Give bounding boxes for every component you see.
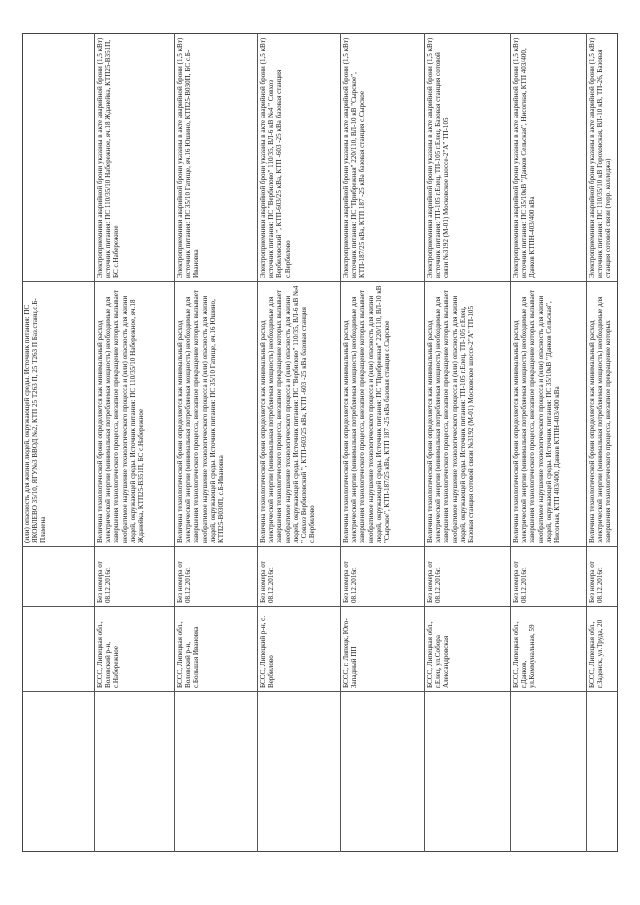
- cell-emergency-reserve: Электроприемники аварийной брони указаны в акте аварийной брони (1,5 кВт) источник питания: ПС 110/35/10 Набережное, яч.18 Жданейка, КТП25-В351П, БС с.Набережное: [95, 33, 174, 282]
- cell-emergency-reserve: Электроприемники аварийной брони указаны в акте аварийной брони (1,5 кВт) источник питания: ПС 35/10 Гатище, яч.16 Юшино, КТП25-В030П, БС с.Б-Ивановка: [175, 33, 257, 282]
- cell-index: [258, 692, 340, 852]
- cell-index: [511, 692, 586, 852]
- cell-object: БССС, Липецкая обл., Воловский р-н, с.Большая Ивановка: [175, 607, 257, 692]
- cell-object: [22, 607, 94, 692]
- cell-object: БССС, Липецкая обл., Воловский р-н, с.Набережное: [95, 607, 174, 692]
- cell-act: Без номера от 08.12.2016г.: [258, 547, 340, 607]
- cell-tech-reserve: Величина технологической брони определяется как минимальный расход электрической энергии (минимальная потребляемая мощность) необходимые для завершения технологического процесса, внезапное прекращение которых вызывает необратимое нарушение технологического процесса и (или) опасность для жизни людей, окружающей среды. Источник питания: ТП-105 г.Елец, ТП-105 г.Елец, Базовая станция сотовой связи №3192 (М-01) Московское шоссе-2"А" ТП-105: [425, 282, 510, 547]
- cell-act: Без номера от 08.12.2016г.: [95, 547, 174, 607]
- cell-emergency-reserve: Электроприемники аварийной брони указаны в акте аварийной брони (1,5 кВт) источник питания: ПС 35/10кВ "Данков Сельская", Нисогная, КТП 403/400, Данков КТПН-403/400 кВа: [511, 33, 586, 282]
- table-row: [94, 33, 174, 852]
- cell-index: [95, 692, 174, 852]
- cell-tech-reserve: Величина технологической брони определяется как минимальный расход электрической энергии (минимальная потребляемая мощность) необходимые для завершения технологического процесса, внезапное прекращение которых вызывает необратимое нарушение технологического процесса и (или) опасность для жизни людей, окружающей среды. Источник питания: ПС 35/10кВ "Данков Сельская", Нисогная, КТП 403/400, Данков КТПН-403/400 кВа: [511, 282, 586, 547]
- cell-tech-reserve: Величина технологической брони определяется как минимальный расход электрической энергии (минимальная потребляемая мощность) необходимые для завершения технологического процесса, внезапное прекращение которых вызывает необратимое нарушение технологического процесса и (или) опасность для жизни людей, окружающей среды. Источник питания: ПС "Вербилово" 110/35, ВЛ-6 кВ №4 " Совхоз Вербиловский ", КТП-603/25 кВа, КТП -603 -25 кВа базовая станция с.Вербилово: [258, 282, 340, 547]
- cell-act: Без номера от 08.12.2016г.: [511, 547, 586, 607]
- cell-act: Без номера от 08.12.2016г.: [587, 547, 618, 607]
- power-reservation-table: [22, 33, 618, 852]
- cell-object: БССС, Липецкая обл., г.Данков, ул.Коммунальная, 59: [511, 607, 586, 692]
- cell-tech-reserve: Величина технологической брони определяется как минимальный расход электрической энергии (минимальная потребляемая мощность) необходимые для завершения технологического процесса, внезапное прекращение которых: [587, 282, 618, 547]
- table-row: [22, 33, 94, 852]
- cell-index: [341, 692, 424, 852]
- table-row: [257, 33, 340, 852]
- cell-index: [587, 692, 618, 852]
- cell-object: БССС, Липецкая обл., г.Задонск, ул.Труда, 20: [587, 607, 618, 692]
- cell-tech-reserve: Величина технологической брони определяется как минимальный расход электрической энергии (минимальная потребляемая мощность) необходимые для завершения технологического процесса, внезапное прекращение которых вызывает необратимое нарушение технологического процесса и (или) опасность для жизни людей, окружающей среды. Источник питания: ПС 110/35/10 Набережное, яч.18 Жданейка, КТП25-В351П, БС с.Набережное: [95, 282, 174, 547]
- cell-act: Без номера от 08.12.2016г.: [425, 547, 510, 607]
- cell-index: [175, 692, 257, 852]
- cell-index: [22, 692, 94, 852]
- cell-tech-reserve: (или) опасность для жизни людей, окружающей среды. Источник питания: ПС ЯКОВЛЕВО 35/10, ЯГУ№3 ВВОД №2, КТП 25 Т263 П, 25 Т263 П Баз.станц.с.Б-Пламена: [22, 282, 94, 547]
- cell-act: Без номера от 08.12.2016г.: [341, 547, 424, 607]
- cell-emergency-reserve: Электроприемники аварийной брони указаны в акте аварийной брони (1,5 кВт) источник питания: ПС "Вербилово" 110/35, ВЛ-6 кВ №4 " Совхоз Вербиловский ", КТП-603/25 кВа, КТП -603 -25 кВа базовая станция с.Вербилово: [258, 33, 340, 282]
- cell-object: БССС, Липецкая обл., г.Елец, ул.Собора Александровская: [425, 607, 510, 692]
- cell-act: Без номера от 08.12.2016г.: [175, 547, 257, 607]
- cell-tech-reserve: Величина технологической брони определяется как минимальный расход электрической энергии (минимальная потребляемая мощность) необходимые для завершения технологического процесса, внезапное прекращение которых вызывает необратимое нарушение технологического процесса и (или) опасность для жизни людей, окружающей среды. Источник питания: ПС 35/10 Гатище, яч.16 Юшино, КТП25-В030П, с.Б-Ивановка: [175, 282, 257, 547]
- table-row: [510, 33, 586, 852]
- cell-emergency-reserve: Электроприемники аварийной брони указаны в акте аварийной брони (1,5 кВт) источник питания: ПС "Прибрежная" 220/110, ВЛ-10 кВ "Сырское", КТП-187/25 кВа, КТП 187 -25 кВа базовая станция с.Сырское: [341, 33, 424, 282]
- cell-object: БССС, Липецкий р-н, с. Вербилово: [258, 607, 340, 692]
- table-row: [174, 33, 257, 852]
- table-row: [424, 33, 510, 852]
- cell-act: [22, 547, 94, 607]
- cell-emergency-reserve: Электроприемники аварийной брони указаны в акте аварийной брони (1,5 кВт) источник питания: ТП-105 г.Елец, ТП-105 г.Елец, Базовая станция сотовой связи №3192 (М-01) Московское шоссе-2"А" ТП-105: [425, 33, 510, 282]
- cell-tech-reserve: Величина технологической брони определяется как минимальный расход электрической энергии (минимальная потребляемая мощность) необходимые для завершения технологического процесса, внезапное прекращение которых вызывает необратимое нарушение технологического процесса и (или) опасность для жизни людей, окружающей среды. Источник питания: ПС "Прибрежная" 220/110, ВЛ-10 кВ "Сырское", КТП-187/25 кВа, КТП 187 -25 кВа базовая станция с.Сырское: [341, 282, 424, 547]
- cell-emergency-reserve: Электроприемники аварийной брони указаны в акте аварийной брони (1,5 кВт) источник питания: ПС 110/35/10 кВ Гороховская, ВЛ-10 кВ, ТП-26, Базовая станция сотовой связи (терр. колледжа): [587, 33, 618, 282]
- cell-index: [425, 692, 510, 852]
- cell-object: БССС, г. Липецк, Юго-Западный ПП: [341, 607, 424, 692]
- table-row: [586, 33, 618, 852]
- cell-emergency-reserve: [22, 33, 94, 282]
- table-row: [340, 33, 424, 852]
